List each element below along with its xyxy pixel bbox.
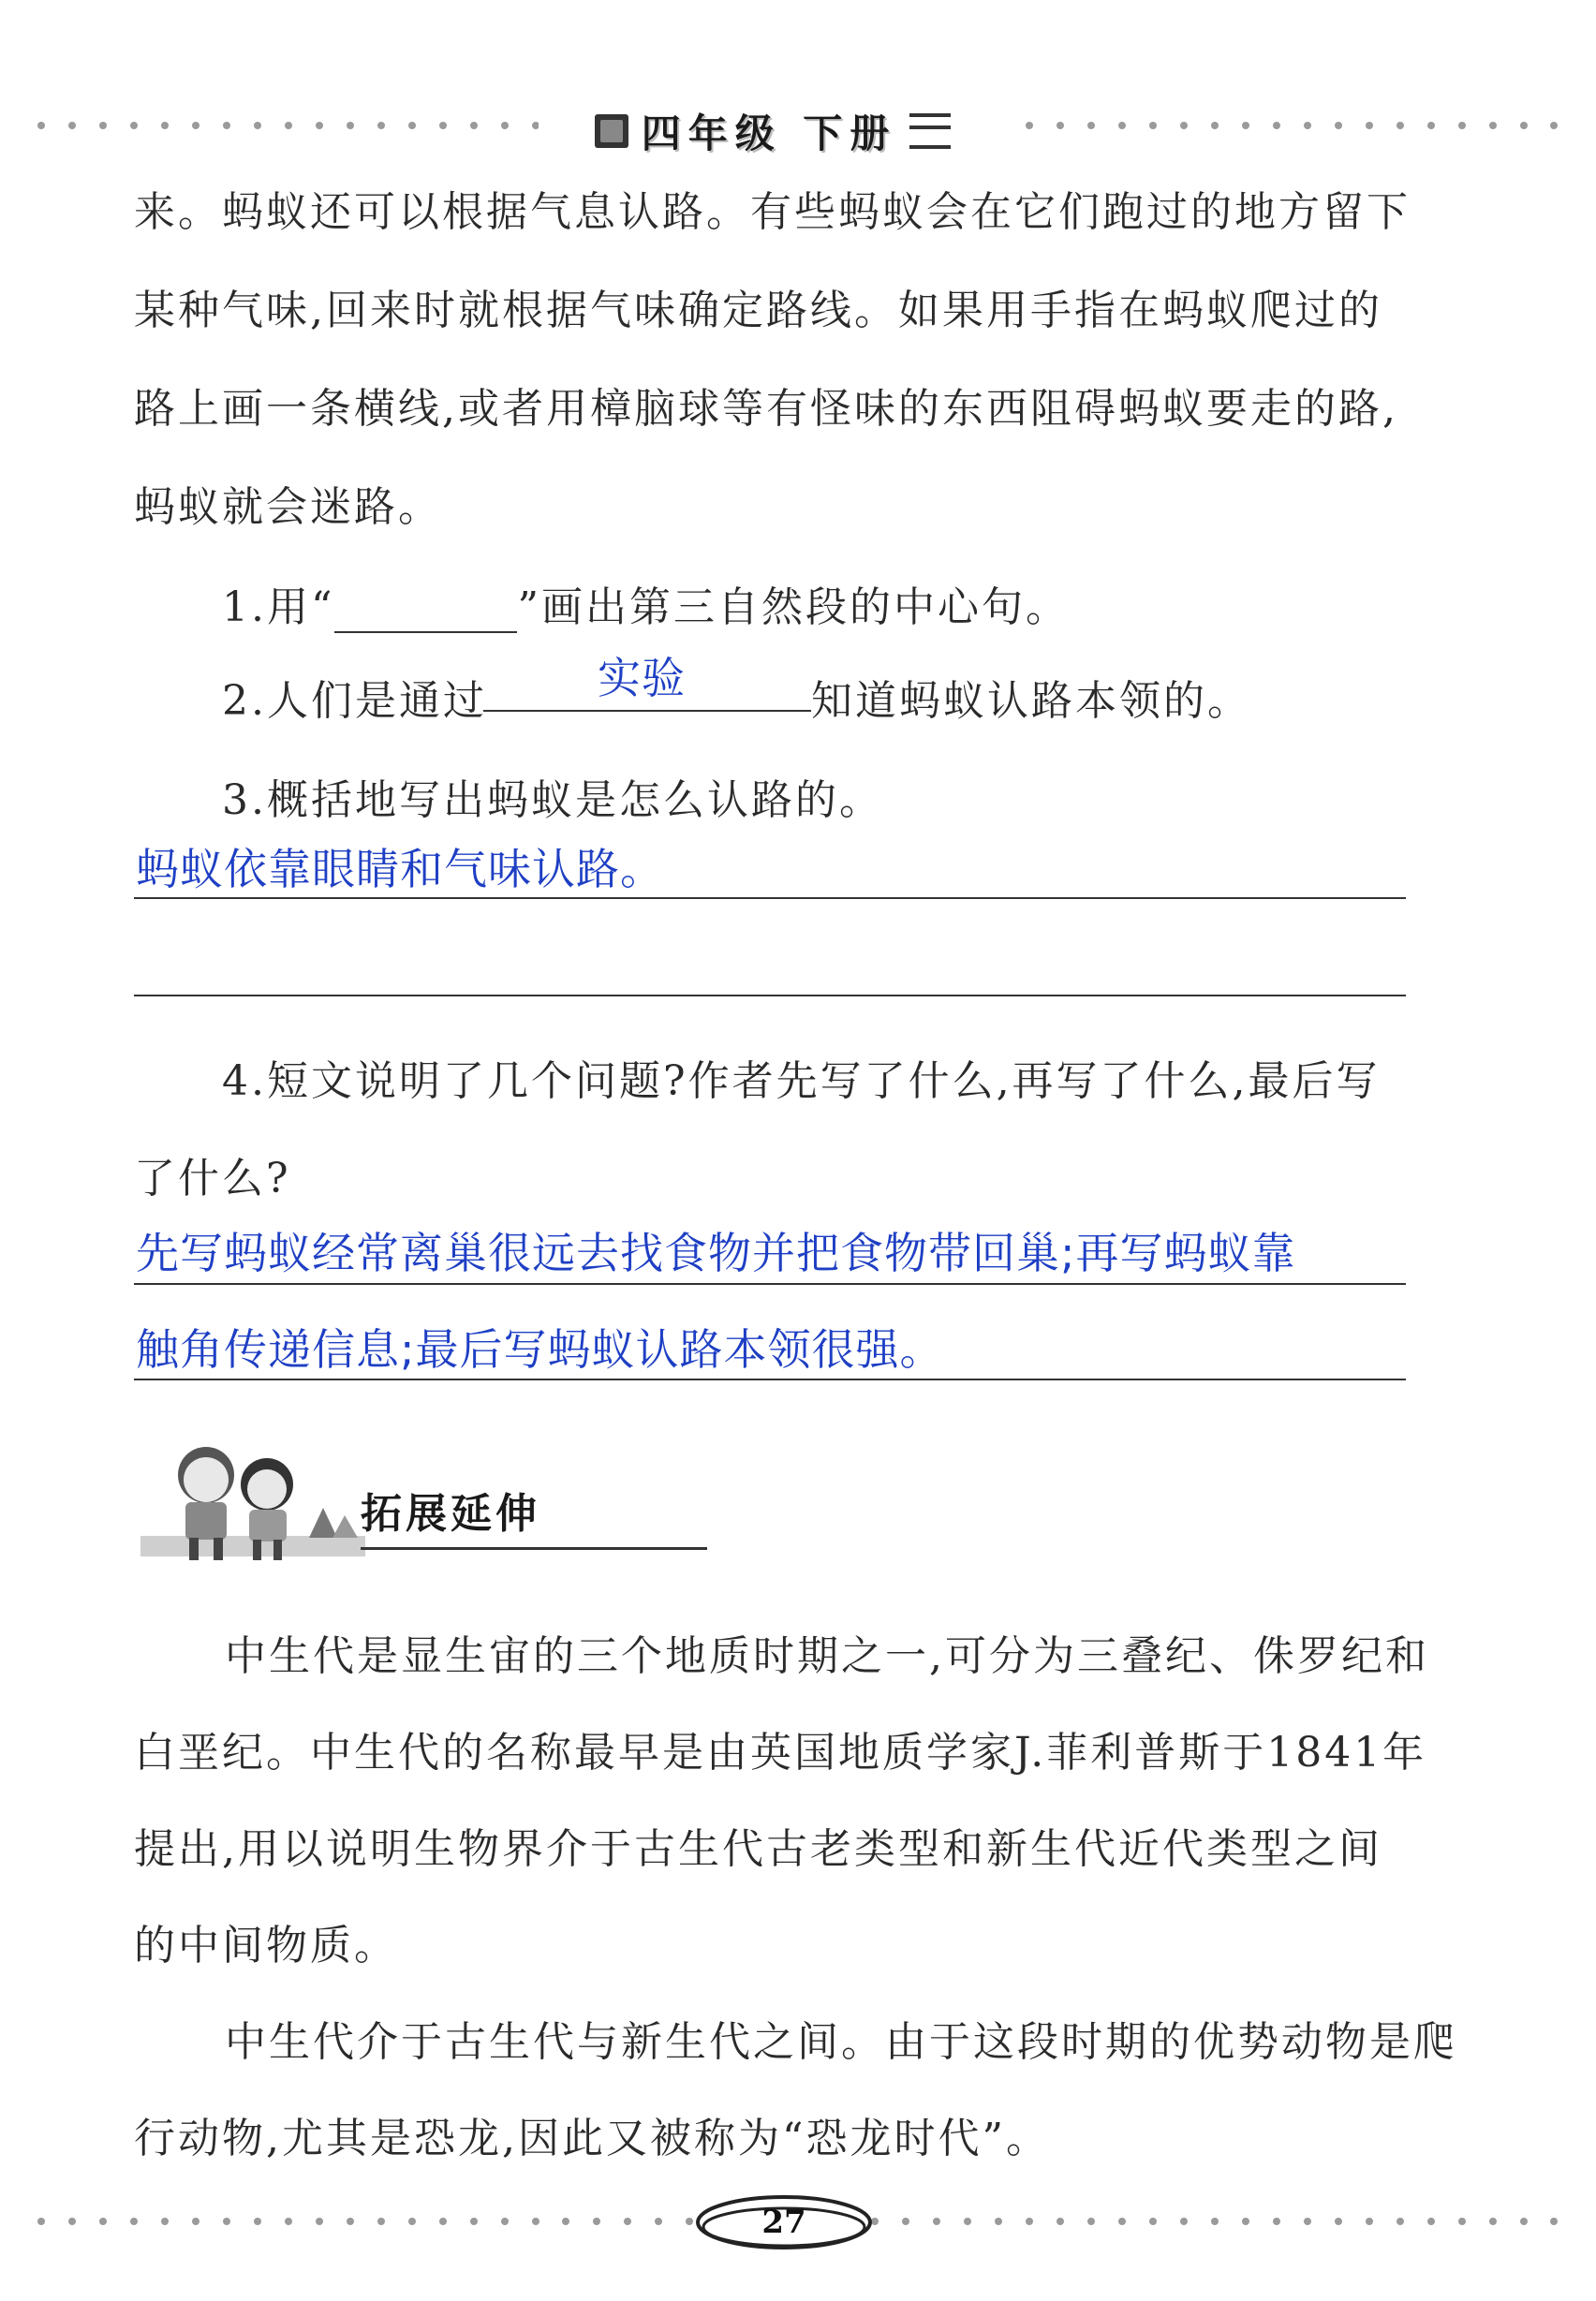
- page-number-badge: [695, 2193, 873, 2251]
- q2-suffix: 知道蚂蚁认路本领的。: [811, 677, 1251, 725]
- section-underline: [361, 1547, 707, 1550]
- extension-line: 中生代介于古生代与新生代之间。由于这段时期的优势动物是爬: [225, 2018, 1457, 2066]
- page-number: 27: [761, 2204, 806, 2241]
- answer-line: [134, 995, 1406, 996]
- answer-line: [134, 897, 1406, 899]
- question-4-line2: 了什么?: [134, 1155, 291, 1202]
- question-4-line1: 4.短文说明了几个问题?作者先写了什么,再写了什么,最后写: [222, 1057, 1381, 1105]
- q1-prefix: 1.用“: [222, 583, 335, 631]
- underline-sample: [334, 594, 517, 633]
- section-header: [140, 1433, 562, 1564]
- question-3: 3.概括地写出蚂蚁是怎么认路的。: [222, 776, 883, 824]
- header-title: 四年级 下册: [641, 111, 897, 156]
- q3-answer: 蚂蚁依靠眼睛和气味认路。: [136, 844, 664, 894]
- answer-line: [134, 1379, 1406, 1380]
- q2-answer: 实验: [598, 653, 686, 703]
- book-icon: [595, 114, 628, 148]
- passage-line: 路上画一条横线,或者用樟脑球等有怪味的东西阻碍蚂蚁要走的路,: [134, 385, 1398, 433]
- q1-suffix: ”画出第三自然段的中心句。: [517, 583, 1070, 631]
- answer-line: [134, 1283, 1406, 1285]
- extension-line: 的中间物质。: [134, 1922, 398, 1969]
- extension-line: 提出,用以说明生物界介于古生代古老类型和新生代近代类型之间: [134, 1825, 1382, 1873]
- children-illustration: [140, 1433, 365, 1564]
- q4-answer-line1: 先写蚂蚁经常离巢很远去找食物并把食物带回巢;再写蚂蚁靠: [136, 1228, 1296, 1278]
- passage-line: 来。蚂蚁还可以根据气息认路。有些蚂蚁会在它们跑过的地方留下: [134, 188, 1411, 236]
- extension-line: 行动物,尤其是恐龙,因此又被称为“恐龙时代”。: [134, 2115, 1050, 2162]
- extension-line: 白垩纪。中生代的名称最早是由英国地质学家J.菲利普斯于1841年: [134, 1729, 1427, 1777]
- header-banner: [539, 105, 1007, 157]
- section-title: 拓展延伸: [361, 1490, 540, 1538]
- q2-blank: [483, 710, 811, 712]
- q4-answer-line2: 触角传递信息;最后写蚂蚁认路本领很强。: [136, 1324, 944, 1375]
- q2-prefix: 2.人们是通过: [222, 677, 487, 725]
- stripes-icon: [909, 113, 951, 149]
- passage-line: 某种气味,回来时就根据气味确定路线。如果用手指在蚂蚁爬过的: [134, 287, 1382, 334]
- question-1: [222, 573, 1070, 633]
- extension-line: 中生代是显生宙的三个地质时期之一,可分为三叠纪、侏罗纪和: [225, 1632, 1429, 1680]
- passage-line: 蚂蚁就会迷路。: [134, 483, 442, 531]
